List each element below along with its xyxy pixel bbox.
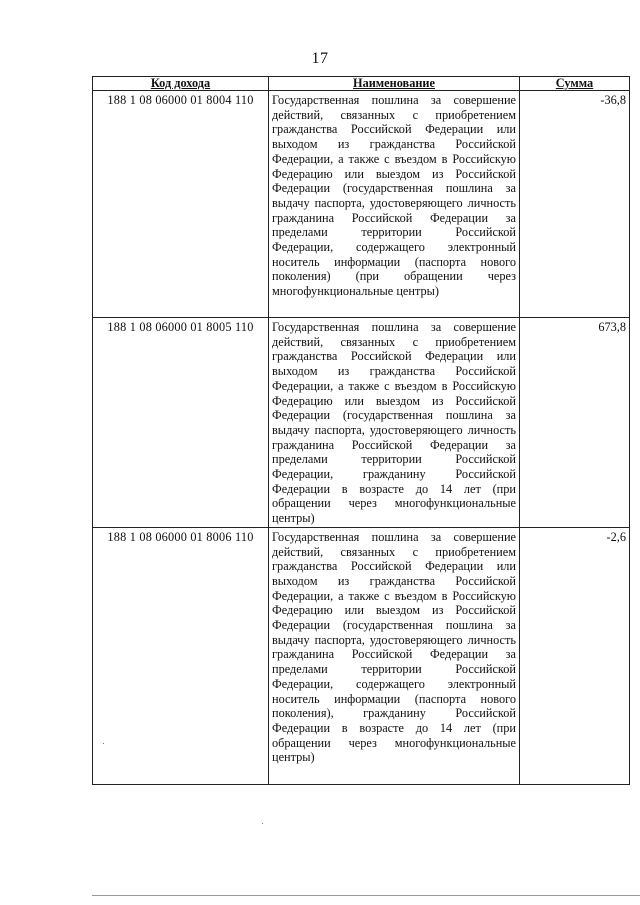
revenue-code: 188 1 08 06000 01 8006 110	[93, 527, 269, 784]
revenue-sum: 673,8	[520, 318, 630, 528]
revenue-sum: -2,6	[520, 527, 630, 784]
table-header	[93, 77, 630, 91]
header-code: Код дохода	[93, 77, 269, 91]
scan-speck	[262, 823, 263, 824]
page-number: 17	[311, 50, 329, 67]
header-sum: Сумма	[520, 77, 630, 91]
revenue-name: Государственная пошлина за совершение действий, связанных с приобретением гражданства Российской Федерации или выходом из гражданства Российской Федерации, а также с въездом в Российскую Федерацию или выездом из Российской Федерации (государственная пошлина за выдачу паспорта, удостоверяющего личность гражданина Российской Федерации за пределами территории Российской Федерации, содержащего электронный носитель информации (паспорта нового поколения), гражданину Российской Федерации в возрасте до 14 лет (при обращении через многофункциональные центры)	[269, 527, 520, 784]
revenue-code: 188 1 08 06000 01 8004 110	[93, 91, 269, 318]
revenue-name: Государственная пошлина за совершение действий, связанных с приобретением гражданства Российской Федерации или выходом из гражданства Российской Федерации, а также с въездом в Российскую Федерацию или выездом из Российской Федерации (государственная пошлина за выдачу паспорта, удостоверяющего личность гражданина Российской Федерации за пределами территории Российской Федерации, гражданину Российской Федерации в возрасте до 14 лет (при обращении через многофункциональные центры)	[269, 318, 520, 528]
header-row	[93, 77, 630, 91]
table-row	[93, 91, 630, 318]
revenue-code: 188 1 08 06000 01 8005 110	[93, 318, 269, 528]
revenue-table	[92, 76, 630, 785]
table-row	[93, 527, 630, 784]
scan-speck	[103, 743, 104, 744]
table-row	[93, 318, 630, 528]
scan-bottom-edge	[92, 895, 640, 896]
revenue-sum: -36,8	[520, 91, 630, 318]
header-name: Наименование	[269, 77, 520, 91]
revenue-name: Государственная пошлина за совершение действий, связанных с приобретением гражданства Российской Федерации или выходом из гражданства Российской Федерации, а также с въездом в Российскую Федерацию или выездом из Российской Федерации (государственная пошлина за выдачу паспорта, удостоверяющего личность гражданина Российской Федерации за пределами территории Российской Федерации, содержащего электронный носитель информации (паспорта нового поколения) (при обращении через многофункциональные центры)	[269, 91, 520, 318]
